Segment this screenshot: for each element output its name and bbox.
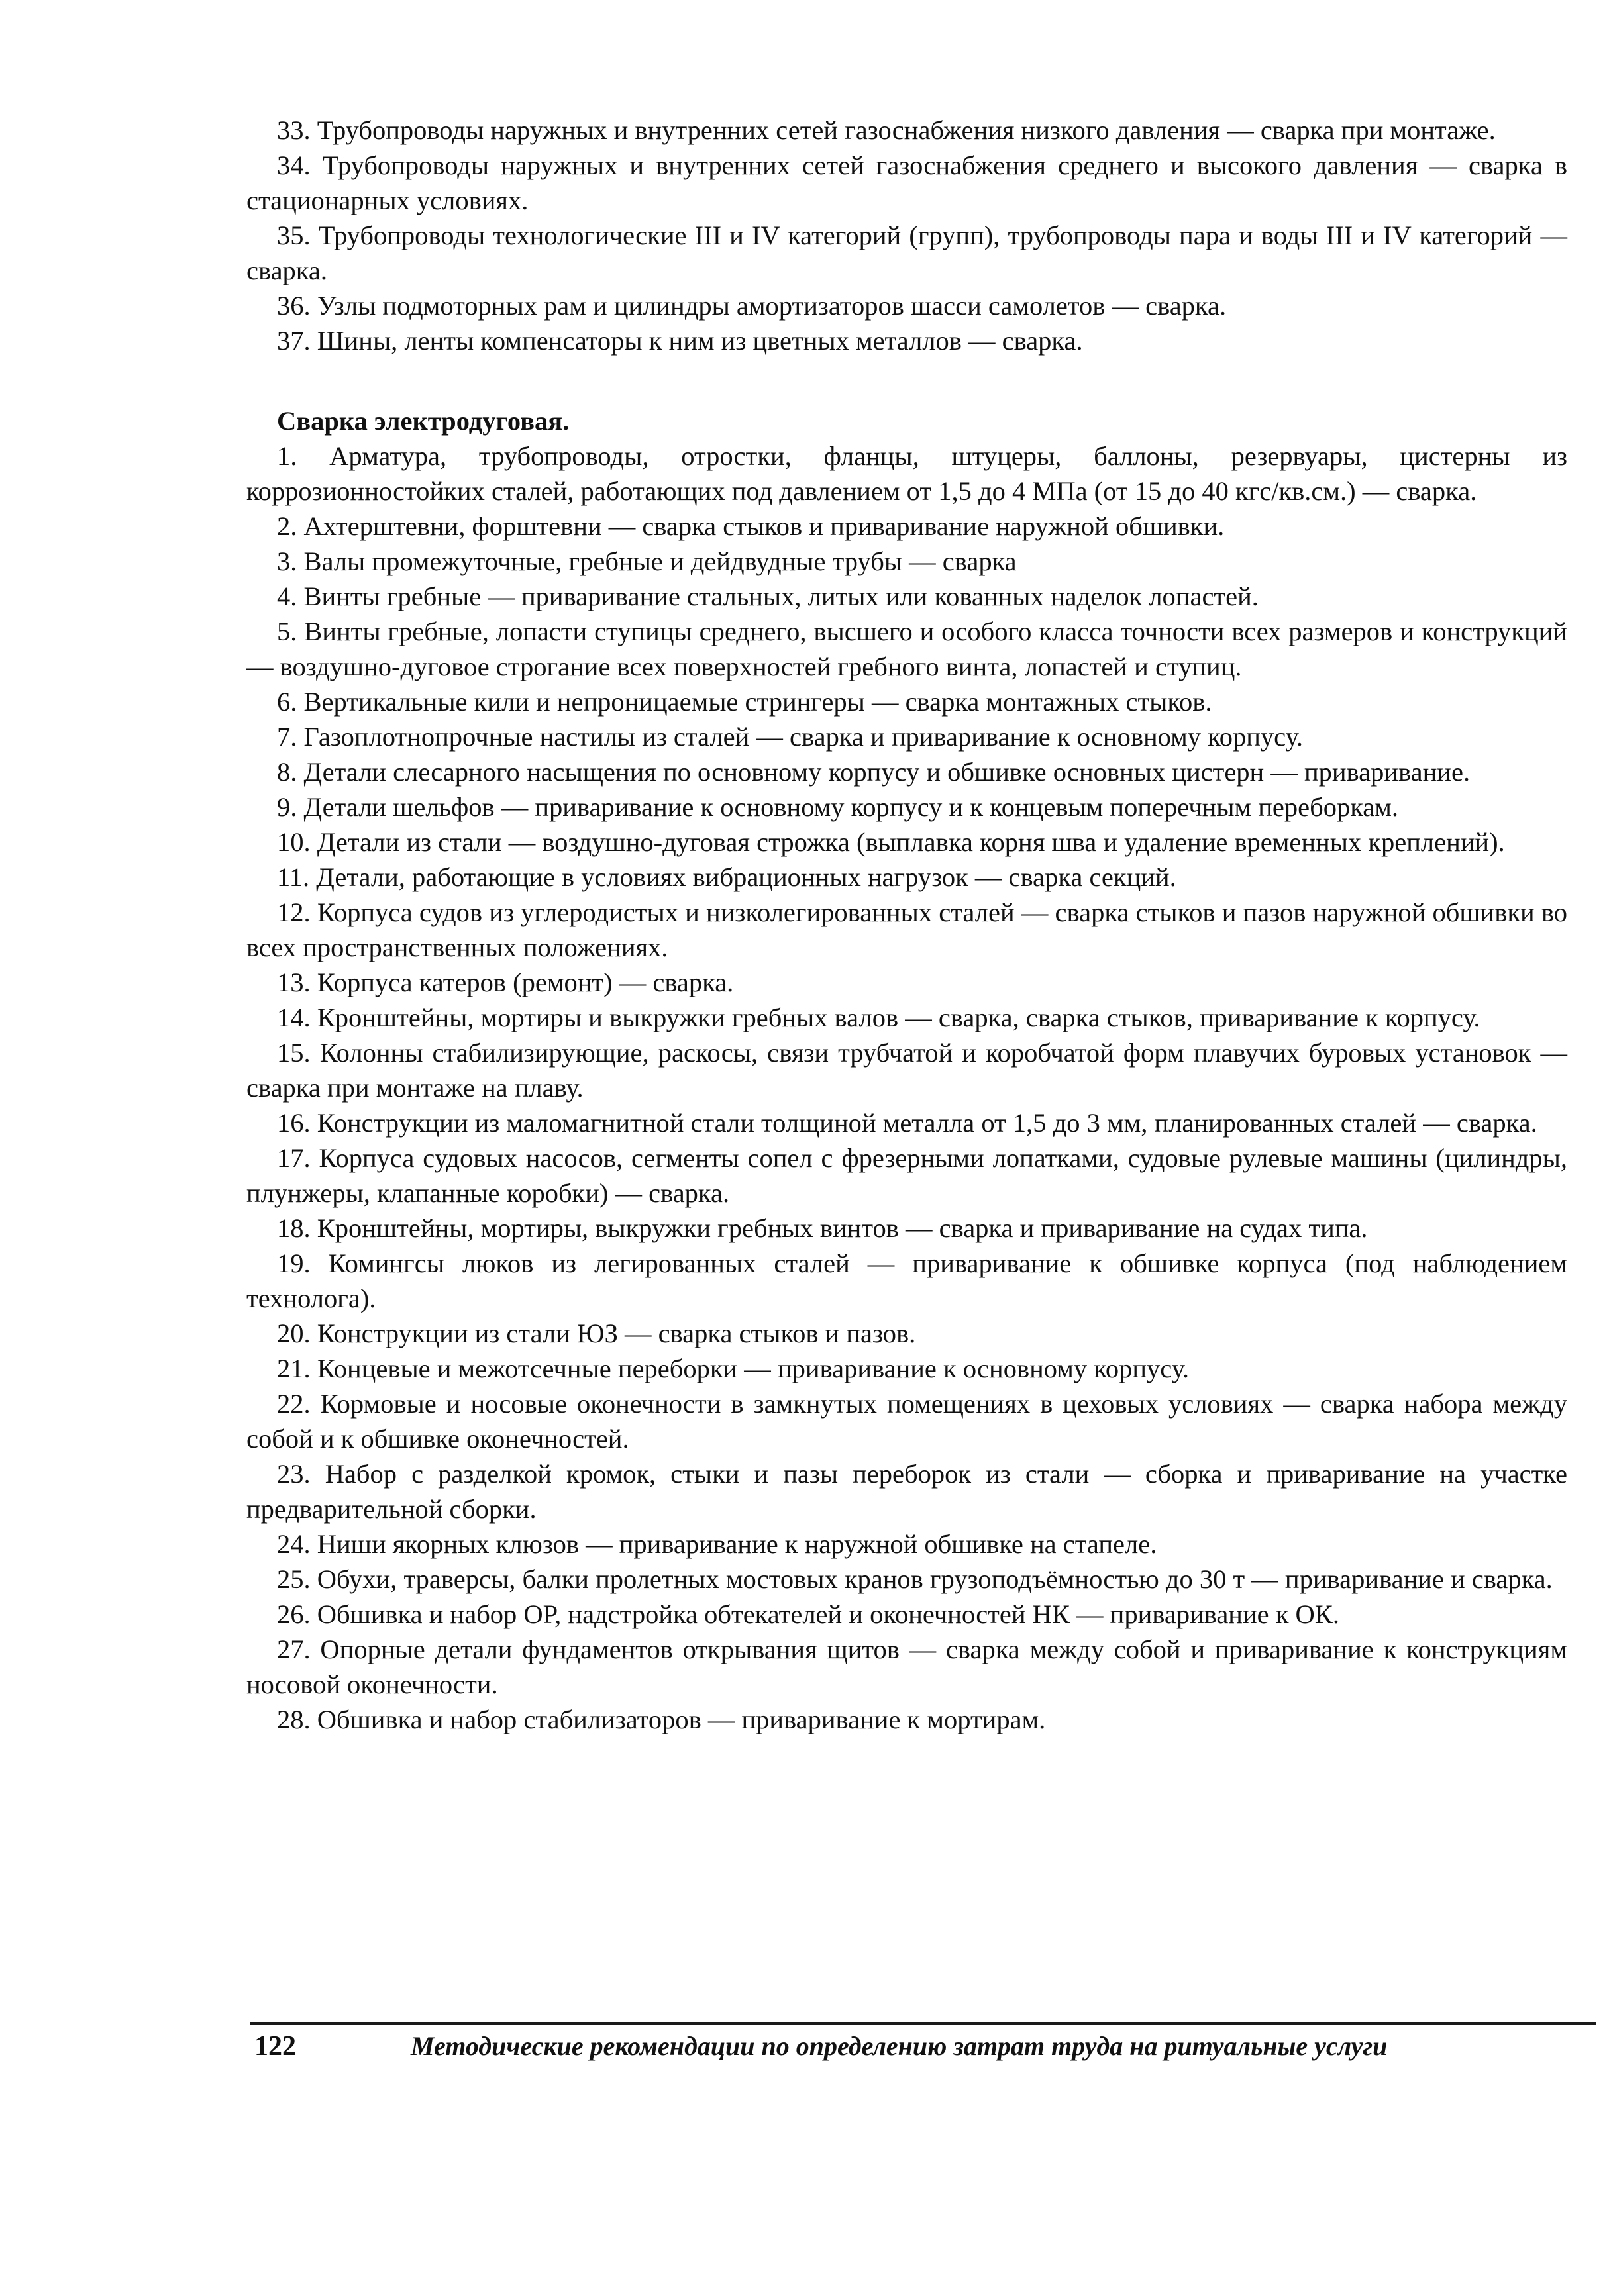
list-item: 11. Детали, работающие в условиях вибрационных нагрузок — сварка секций.: [277, 862, 1176, 892]
list-item: 33. Трубопроводы наружных и внутренних сетей газоснабжения низкого давления — сварка при монтаже.: [277, 115, 1496, 145]
list-item: 28. Обшивка и набор стабилизаторов — приваривание к мортирам.: [277, 1705, 1046, 1734]
list-item: 21. Концевые и межотсечные переборки — приваривание к основному корпусу.: [277, 1354, 1190, 1383]
list-item: 4. Винты гребные — приваривание стальных, литых или кованных наделок лопастей.: [277, 581, 1259, 611]
list-item: 20. Конструкции из стали ЮЗ — сварка стыков и пазов.: [277, 1319, 916, 1348]
list-item: 14. Кронштейны, мортиры и выкружки гребных валов — сварка, сварка стыков, приваривание к корпусу.: [277, 1003, 1480, 1032]
list-item: 17. Корпуса судовых насосов, сегменты сопел с фрезерными лопатками, судовые рулевые машины (цилиндры, плунжеры, клапанные коробки) — сварка.: [246, 1143, 1567, 1208]
list-item: 10. Детали из стали — воздушно-дуговая строжка (выплавка корня шва и удаление временных креплений).: [277, 827, 1505, 857]
list-item: 16. Конструкции из маломагнитной стали толщиной металла от 1,5 до 3 мм, планированных сталей — сварка.: [277, 1108, 1537, 1138]
list-item: 7. Газоплотнопрочные настилы из сталей — сварка и приваривание к основному корпусу.: [277, 722, 1303, 752]
list-item: 24. Ниши якорных клюзов — приваривание к наружной обшивке на стапеле.: [277, 1529, 1157, 1559]
list-item: 6. Вертикальные кили и непроницаемые стрингеры — сварка монтажных стыков.: [277, 687, 1212, 717]
list-item: 18. Кронштейны, мортиры, выкружки гребных винтов — сварка и приваривание на судах типа.: [277, 1213, 1368, 1243]
section-title: Сварка электродуговая.: [277, 406, 570, 436]
section-list: [246, 438, 1567, 1737]
top-list: [246, 113, 1567, 358]
list-item: 15. Колонны стабилизирующие, раскосы, связи трубчатой и коробчатой форм плавучих буровых установок — сварка при монтаже на плаву.: [246, 1038, 1567, 1103]
list-item: 35. Трубопроводы технологические III и IV категорий (групп), трубопроводы пара и воды III и IV категорий — сварка.: [246, 221, 1567, 285]
list-item: 19. Комингсы люков из легированных сталей — приваривание к обшивке корпуса (под наблюдением технолога).: [246, 1248, 1567, 1313]
list-item: 5. Винты гребные, лопасти ступицы среднего, высшего и особого класса точности всех размеров и конструкций — воздушно-дуговое строгание всех поверхностей гребного винта, лопастей и ступиц.: [246, 617, 1567, 681]
list-item: 36. Узлы подмоторных рам и цилиндры амортизаторов шасси самолетов — сварка.: [277, 291, 1227, 321]
page-body: [246, 113, 1567, 1737]
list-item: 1. Арматура, трубопроводы, отростки, фланцы, штуцеры, баллоны, резервуары, цистерны из коррозионностойких сталей, работающих под давлением от 1,5 до 4 МПа (от 15 до 40 кгс/кв.см.) — сварка.: [246, 441, 1567, 506]
list-item: 34. Трубопроводы наружных и внутренних сетей газоснабжения среднего и высокого давления — сварка в стационарных условиях.: [246, 150, 1567, 215]
list-item: 22. Кормовые и носовые оконечности в замкнутых помещениях в цеховых условиях — сварка набора между собой и к обшивке оконечностей.: [246, 1389, 1567, 1454]
list-item: 13. Корпуса катеров (ремонт) — сварка.: [277, 968, 734, 997]
list-item: 23. Набор с разделкой кромок, стыки и пазы переборок из стали — сборка и приваривание на участке предварительной сборки.: [246, 1459, 1567, 1524]
list-item: 26. Обшивка и набор ОР, надстройка обтекателей и оконечностей НК — приваривание к ОК.: [277, 1599, 1339, 1629]
footer-rule: [250, 2022, 1596, 2025]
page-footer: [254, 2030, 1579, 2077]
list-item: 9. Детали шельфов — приваривание к основному корпусу и к концевым поперечным переборкам.: [277, 792, 1398, 822]
list-item: 12. Корпуса судов из углеродистых и низколегированных сталей — сварка стыков и пазов наружной обшивки во всех пространственных положениях.: [246, 897, 1567, 962]
list-item: 3. Валы промежуточные, гребные и дейдвудные трубы — сварка: [277, 546, 1017, 576]
list-item: 25. Обухи, траверсы, балки пролетных мостовых кранов грузоподъёмностью до 30 т — приваривание и сварка.: [277, 1564, 1553, 1594]
list-item: 37. Шины, ленты компенсаторы к ним из цветных металлов — сварка.: [277, 326, 1083, 356]
list-item: 27. Опорные детали фундаментов открывания щитов — сварка между собой и приваривание к конструкциям носовой оконечности.: [246, 1634, 1567, 1699]
running-title: Методические рекомендации по определению затрат труда на ритуальные услуги: [411, 2031, 1388, 2061]
page-number: 122: [254, 2031, 296, 2062]
list-item: 8. Детали слесарного насыщения по основному корпусу и обшивке основных цистерн — приваривание.: [277, 757, 1471, 787]
list-item: 2. Ахтерштевни, форштевни — сварка стыков и приваривание наружной обшивки.: [277, 511, 1225, 541]
